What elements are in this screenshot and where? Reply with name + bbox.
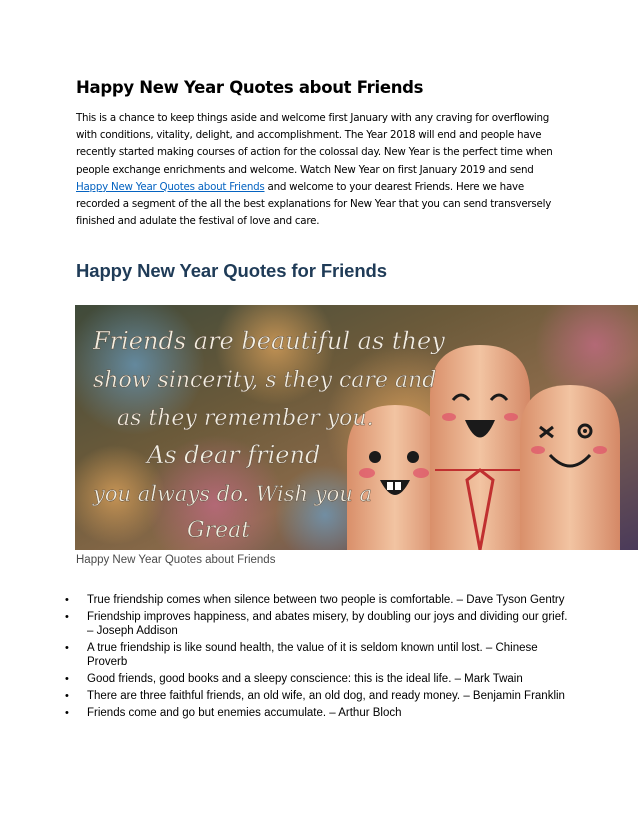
quote-text: There are three faithful friends, an old wife, an old dog, and ready money. – Benjamin Franklin bbox=[87, 690, 565, 702]
quotes-list bbox=[65, 593, 575, 723]
image-caption: Happy New Year Quotes about Friends bbox=[76, 554, 276, 566]
intro-paragraph bbox=[76, 110, 566, 230]
image-quote-line-1: Friends are beautiful as they bbox=[93, 327, 445, 355]
list-item bbox=[65, 641, 575, 669]
image-quote-line-3: as they remember you. bbox=[117, 406, 374, 431]
image-quote-line-5: you always do. Wish you a bbox=[93, 482, 372, 506]
list-item bbox=[65, 672, 575, 686]
bullet-icon: • bbox=[65, 690, 69, 702]
bullet-icon: • bbox=[65, 594, 69, 606]
bullet-icon: • bbox=[65, 611, 69, 623]
section-heading: Happy New Year Quotes for Friends bbox=[76, 260, 387, 281]
list-item bbox=[65, 689, 575, 703]
intro-text-after-link: and welcome to your dearest Friends. Here we have recorded a segment of the all the best explanations for New Year that you can send transversely finished and adulate the festival of love and care. bbox=[76, 180, 552, 228]
image-quote-line-4: As dear friend bbox=[147, 441, 321, 469]
quote-text: True friendship comes when silence between two people is comfortable. – Dave Tyson Gentry bbox=[87, 594, 565, 606]
quote-text: Good friends, good books and a sleepy conscience: this is the ideal life. – Mark Twain bbox=[87, 673, 523, 685]
list-item bbox=[65, 706, 575, 720]
bullet-icon: • bbox=[65, 707, 69, 719]
intro-text-before-link: This is a chance to keep things aside and welcome first January with any craving for overflowing with conditions, vitality, delight, and accomplishment. The Year 2018 will end and people have recently started making courses of action for the colossal day. New Year is the perfect time when people exchange enrichments and welcome. Watch New Year on first January 2019 and send bbox=[76, 112, 553, 176]
quote-text: A true friendship is like sound health, the value of it is seldom known until lost. – Chinese Proverb bbox=[87, 642, 538, 668]
list-item bbox=[65, 610, 575, 638]
image-quote-line-2: show sincerity, s they care and bbox=[93, 368, 437, 393]
quote-text: Friendship improves happiness, and abates misery, by doubling our joys and dividing our grief. – Joseph Addison bbox=[87, 611, 568, 637]
list-item bbox=[65, 593, 575, 607]
quotes-link[interactable]: Happy New Year Quotes about Friends bbox=[76, 180, 265, 193]
quote-text: Friends come and go but enemies accumulate. – Arthur Bloch bbox=[87, 707, 402, 719]
bullet-icon: • bbox=[65, 673, 69, 685]
bullet-icon: • bbox=[65, 642, 69, 654]
friends-fingers-photo bbox=[75, 305, 638, 550]
image-quote-line-6: Great bbox=[187, 518, 251, 543]
page-title: Happy New Year Quotes about Friends bbox=[76, 78, 424, 97]
